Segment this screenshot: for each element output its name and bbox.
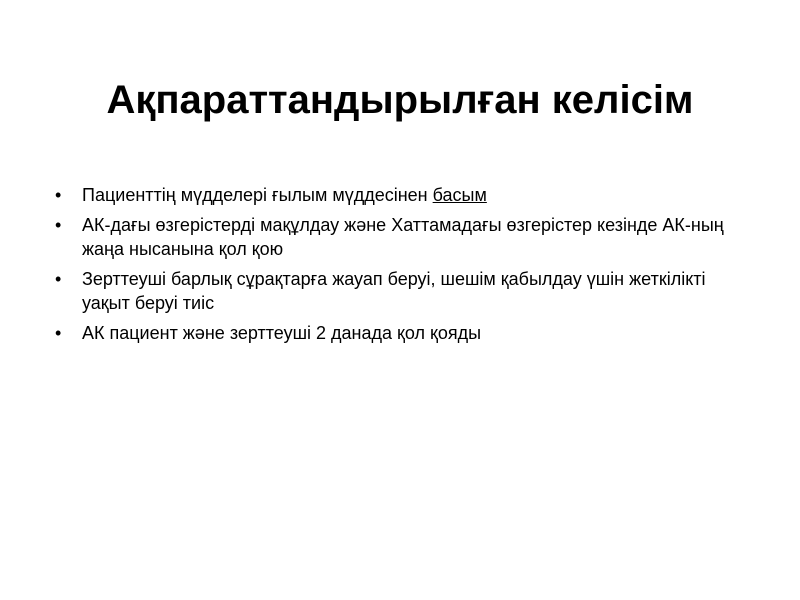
slide-title: Ақпараттандырылған келісім [106, 78, 694, 122]
bullet-icon: • [55, 269, 62, 289]
bullet-text: АК-дағы өзгерістерді мақұлдау және Хаттамадағы өзгерістер кезінде АК-ның жаңа нысанына қол қою [82, 215, 724, 259]
bullet-item [55, 321, 755, 345]
bullet-icon: • [55, 323, 62, 343]
bullet-text: Зерттеуші барлық сұрақтарға жауап беруі, шешім қабылдау үшін жеткілікті уақыт беруі тиіс [82, 269, 706, 313]
bullet-text: Пациенттің мүдделері ғылым мүддесінен [82, 185, 433, 205]
bullet-icon: • [55, 185, 62, 205]
bullet-item [55, 213, 755, 261]
bullet-icon: • [55, 215, 62, 235]
bullet-underlined-text: басым [432, 185, 487, 205]
bullet-item [55, 183, 755, 207]
bullet-text: АК пациент және зерттеуші 2 данада қол қояды [82, 323, 482, 343]
bullet-list [55, 183, 755, 351]
bullet-item [55, 267, 755, 315]
